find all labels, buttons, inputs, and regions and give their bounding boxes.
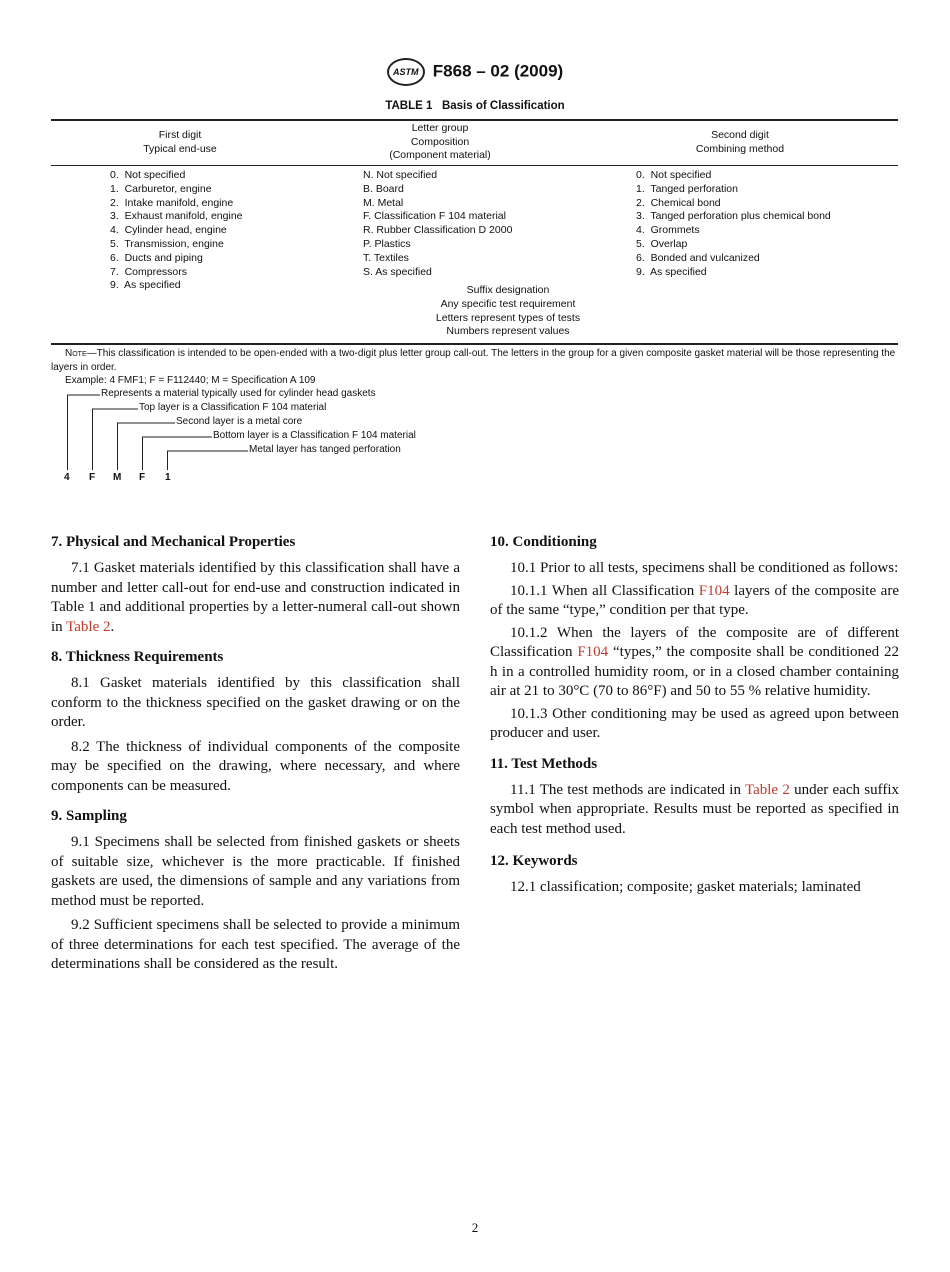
table-cell: 6. Ducts and piping <box>110 251 203 264</box>
table-cell: B. Board <box>363 182 404 195</box>
table-cell: T. Textiles <box>363 251 409 264</box>
table-cell: S. As specified <box>363 265 432 278</box>
left-column <box>51 534 460 975</box>
table-note: Note—This classification is intended to be open-ended with a two-digit plus letter group call-out. The letters in the group for a given composite gasket material will be those representing the layers in order. <box>51 348 896 373</box>
callout-label: Top layer is a Classification F 104 material <box>139 402 327 413</box>
col-header-first-digit: First digit Typical end-use <box>143 129 217 155</box>
right-column <box>490 534 899 898</box>
table-cell: F. Classification F 104 material <box>363 210 506 223</box>
table-title: TABLE 1 Basis of Classification <box>385 100 565 112</box>
section-heading: 9. Sampling <box>51 808 127 824</box>
paragraph: 10.1.3 Other conditioning may be used as agreed upon between producer and user. <box>490 705 899 741</box>
astm-logo: ASTM <box>387 58 425 86</box>
code-char: 1 <box>165 472 171 483</box>
table-cell: 0. Not specified <box>636 169 712 181</box>
table-cell: Suffix designation <box>466 284 550 296</box>
note-example: Example: 4 FMF1; F = F112440; M = Specification A 109 <box>65 375 316 386</box>
f104-link[interactable]: F104 <box>698 582 730 599</box>
table-2-link[interactable]: Table 2 <box>66 618 111 635</box>
table-cell: M. Metal <box>363 196 404 209</box>
table-cell: 7. Compressors <box>110 265 188 278</box>
callout-diagram <box>0 0 950 500</box>
col-header-letter-group: Letter group Composition (Component material) <box>389 122 491 161</box>
table-cell: 3. Exhaust manifold, engine <box>110 210 243 223</box>
table-cell: 6. Bonded and vulcanized <box>636 251 760 264</box>
table-cell: 4. Cylinder head, engine <box>110 224 227 237</box>
code-char: F <box>89 472 96 483</box>
table-cell: Any specific test requirement <box>440 297 576 310</box>
table-cell: 3. Tanged perforation plus chemical bond <box>636 210 831 223</box>
table-cell: P. Plastics <box>363 237 411 250</box>
paragraph: 9.1 Specimens shall be selected from finished gaskets or sheets of suitable size, whichever is the more practicable. If finished gaskets are used, the dimensions of sample and any variations from method must be reported. <box>51 834 460 909</box>
table-cell: 0. Not specified <box>110 169 186 181</box>
paragraph: 11.1 The test methods are indicated in Table 2 under each suffix symbol when appropriate. Results must be reported as specified in each test method used. <box>490 781 899 837</box>
callout-label: Represents a material typically used for cylinder head gaskets <box>101 388 376 399</box>
paragraph: 7.1 Gasket materials identified by this classification shall have a number and letter call-out for end-use and construction indicated in Table 1 and additional properties by a letter-numeral call-out shown in Table 2. <box>51 560 460 635</box>
table-cell: 1. Carburetor, engine <box>110 182 212 195</box>
designation: F868 – 02 (2009) <box>432 61 564 81</box>
callout-label: Metal layer has tanged perforation <box>249 444 401 455</box>
paragraph: 10.1 Prior to all tests, specimens shall be conditioned as follows: <box>510 560 899 576</box>
table-cell: N. Not specified <box>363 169 438 181</box>
table-cell: 9. As specified <box>636 265 707 278</box>
page-number: 2 <box>471 1220 479 1235</box>
section-heading: 7. Physical and Mechanical Properties <box>51 534 296 550</box>
paragraph: 10.1.2 When the layers of the composite are of different Classification F104 “types,” the composite shall be conditioned 22 h in a controlled humidity room, or in a closed chamber containing air at 21 to 30°C (70 to 86°F) and 50 to 55 % relative humidity. <box>490 624 899 699</box>
section-heading: 11. Test Methods <box>490 755 598 772</box>
table-cell: Letters represent types of tests <box>435 311 581 324</box>
f104-link[interactable]: F104 <box>577 644 609 660</box>
table-cell: R. Rubber Classification D 2000 <box>363 224 513 237</box>
col-header-second-digit: Second digit Combining method <box>695 129 785 155</box>
table-cell: 2. Intake manifold, engine <box>110 196 234 209</box>
table-cell: 2. Chemical bond <box>636 196 721 209</box>
paragraph: 12.1 classification; composite; gasket materials; laminated <box>510 879 861 895</box>
code-char: M <box>113 472 122 483</box>
table-2-link[interactable]: Table 2 <box>744 781 790 798</box>
section-heading: 12. Keywords <box>490 853 578 869</box>
paragraph: 8.1 Gasket materials identified by this classification shall conform to the thickness specified on the gasket drawing or on the order. <box>51 675 460 730</box>
code-char: 4 <box>64 472 70 483</box>
code-char: F <box>139 472 146 483</box>
callout-label: Bottom layer is a Classification F 104 material <box>213 430 416 441</box>
section-heading: 8. Thickness Requirements <box>51 649 224 665</box>
table-cell: 5. Transmission, engine <box>110 237 224 250</box>
section-heading: 10. Conditioning <box>490 534 597 550</box>
table-cell: 5. Overlap <box>636 237 688 250</box>
table-cell: 1. Tanged perforation <box>636 182 738 195</box>
paragraph: 9.2 Sufficient specimens shall be selected to provide a minimum of three determinations for each test specified. The average of the determinations shall be considered as the result. <box>51 917 460 972</box>
table-cell: 4. Grommets <box>636 224 700 237</box>
paragraph: 8.2 The thickness of individual components of the composite may be specified on the drawing, where necessary, and where components can be measured. <box>51 738 460 794</box>
table-cell: 9. As specified <box>110 279 181 292</box>
paragraph: 10.1.1 When all Classification F104 layers of the composite are of the same “type,” condition per that type. <box>490 582 899 618</box>
callout-label: Second layer is a metal core <box>176 416 303 427</box>
table-cell: Numbers represent values <box>446 325 570 338</box>
